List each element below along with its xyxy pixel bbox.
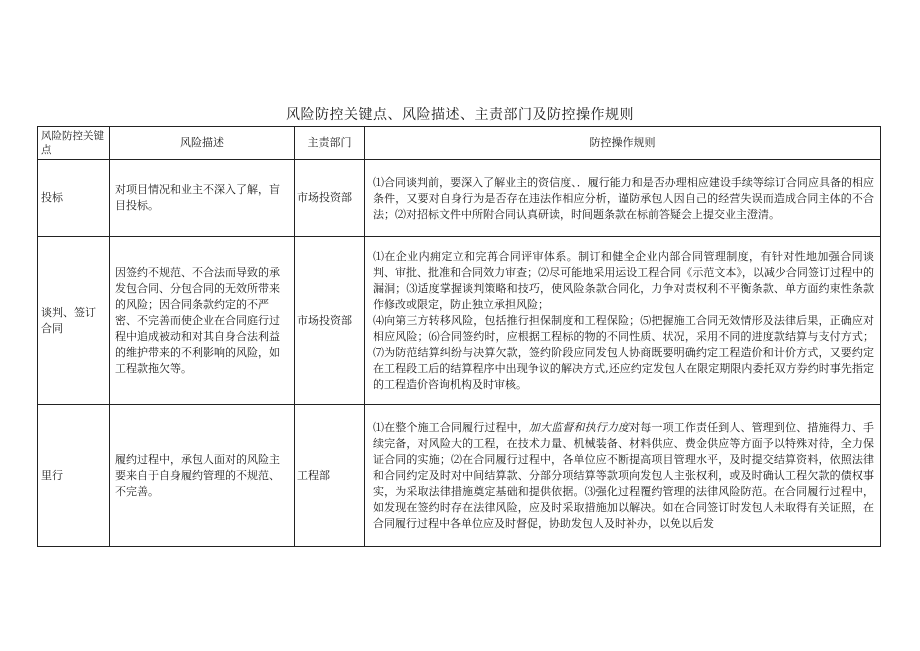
cell-rules [365, 405, 881, 547]
table-row [38, 405, 881, 547]
rules-text: 对每一项工作责任到人、管理到位、措施得力、手续完备，对风险大的工程，在技术力量、机械装备、材料供应、费金供应等方面予以特殊对待，全力保证合同的实施；⑵在合同履行过程中，各单位应不断提高项目管理水平，及时提交结算资料，依照法律和合同约定及时对中间结算款、分部分项结算等款项向发包人主张权利，或及时确认工程欠款的债权事实，为采取法律措施奠定基础和提供依据。⑶强化过程覆约管理的法律风险防范。在合同履行过程中，如发现在签约时存在法律风险，应及时采取措施加以解决。如在合同签订时发包人未取得有关证照，在合同履行过程中各单位应及时督促，协助发包人及时补办，以免以后发 [373, 421, 875, 530]
header-department: 主责部门 [295, 127, 365, 160]
rules-text: ⑴在整个施工合同履行过程中， [373, 421, 529, 434]
header-description: 风险描述 [110, 127, 295, 160]
cell-rules: ⑴合同谈判前，要深入了解业主的资信度、．履行能力和是否办理相应建设手续等综订合同应具备的相应条件，又要对自身行为是否存在违法作相应分析，谨防承包人因自己的经营失误而造成合同主体的不合法；⑵对招标文件中所附合同认真研读，时间题条款在标前答疑会上提交业主澄清。 [365, 160, 881, 237]
rules-paragraph: ⑷向第三方转移风险，包括推行担保制度和工程保险；⑸把握施工合同无效情形及法律后果，正确应对相应风险；⑹合同签约时，应根据工程标的物的不同性质、状况，采用不同的进度款结算与支付方式；⑺为防范结算纠纷与决算欠款，签约阶段应同发包人协商既要明确约定工程造价和计价方式，又要约定在工程段工后的结算程序中出现争议的解决方式,还应约定发包人在限定期限内委托双方券约时事先指定的工程造价咨询机构及时审核。 [373, 314, 874, 391]
risk-control-table [37, 126, 881, 547]
cell-rules [365, 237, 881, 405]
rules-paragraph: ⑴在企业内痈定立和完苒合同评审体系。制订和健全企业内部合同管理制度，有针对性地加强合同谈判、审批、批准和合同效力审查；⑵尽可能地采用运设工程合同《示范文本》，以减少合同签订过程中的漏洞；⑶适度掌握谈判策略和技巧，使风险条款合同化，力争对责权利不平衡条款、单方面约束性条款作修改或限定，防止独立承担风险； [373, 250, 874, 311]
table-header-row [38, 127, 881, 160]
header-key-point: 风险防控关键点 [38, 127, 110, 160]
cell-description: 履约过程中，承包人面对的风险主要来自于自身履约管理的不规范、不完善。 [110, 405, 295, 547]
cell-description: 对项目情况和业主不深入了解，盲目投标。 [110, 160, 295, 237]
header-rules: 防控操作规则 [365, 127, 881, 160]
cell-key-point: 谈判、签订合同 [38, 237, 110, 405]
page-title: 风险防控关键点、风险描述、主责部门及防控操作规则 [286, 107, 634, 123]
rules-emphasis: 加大监督和执行力度 [528, 421, 630, 434]
cell-department: 市场投资部 [295, 237, 365, 405]
cell-department: 市场投资部 [295, 160, 365, 237]
cell-key-point: 里行 [38, 405, 110, 547]
cell-description: 因签约不规范、不合法而导致的承发包合同、分包合同的无效所带来的风险；因合同条款约定的不严密、不完善而使企业在合同庭行过程中追成被动和对其自身合法利益的维护带来的不利影响的风险，如工程款拖欠等。 [110, 237, 295, 405]
cell-key-point: 投标 [38, 160, 110, 237]
cell-department: 工程部 [295, 405, 365, 547]
table-row [38, 237, 881, 405]
table-row [38, 160, 881, 237]
